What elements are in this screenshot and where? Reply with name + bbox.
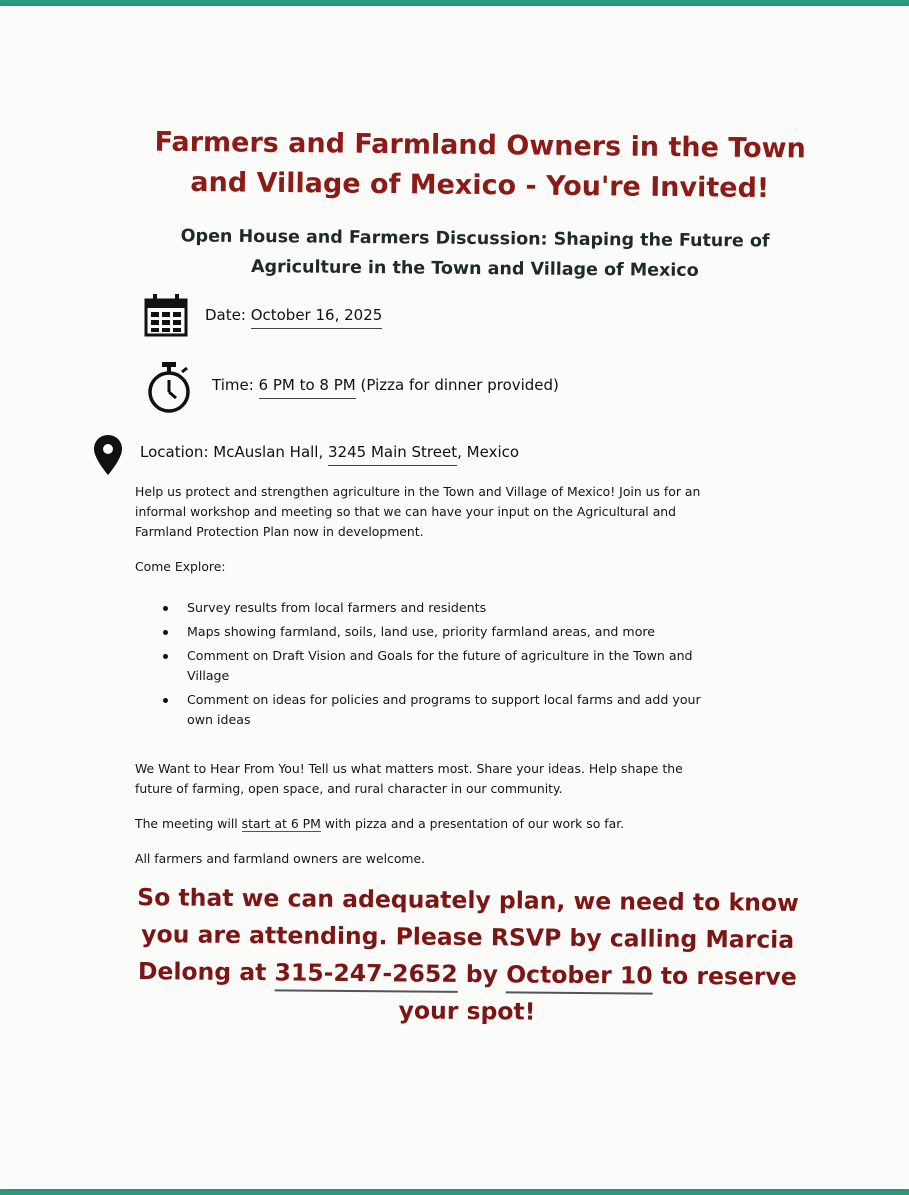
calendar-icon: [143, 292, 189, 338]
stopwatch-icon: [144, 360, 194, 416]
event-time: [212, 376, 559, 394]
rsvp-text: Delong at: [137, 957, 275, 987]
rsvp-callout: [129, 879, 805, 1033]
date-value: October 16, 2025: [251, 306, 383, 329]
time-note: (Pizza for dinner provided): [355, 376, 559, 394]
location-label: Location: McAuslan Hall,: [140, 443, 329, 461]
map-pin-icon: [93, 434, 123, 476]
explore-list: [160, 598, 780, 734]
list-item: [160, 690, 780, 730]
rsvp-line: your spot!: [398, 996, 536, 1026]
flyer-title: [90, 122, 871, 210]
paragraph-line: Farmland Protection Plan now in development.: [135, 524, 424, 539]
flyer-subtitle: [115, 221, 835, 287]
list-item: [160, 646, 780, 686]
rsvp-text: by: [457, 959, 507, 989]
location-suffix: , Mexico: [457, 443, 520, 461]
title-line: Farmers and Farmland Owners in the Town: [154, 126, 806, 165]
rsvp-line: you are attending. Please RSVP by calling Marcia: [141, 920, 795, 954]
meeting-text: The meeting will: [135, 816, 242, 831]
list-item-text: Village: [187, 668, 230, 683]
event-date: [205, 306, 382, 324]
list-item-text: own ideas: [187, 712, 251, 727]
list-item: [160, 598, 780, 618]
list-item-text: Maps showing farmland, soils, land use, priority farmland areas, and more: [187, 624, 656, 639]
time-value: 6 PM to 8 PM: [259, 376, 356, 399]
paragraph-line: informal workshop and meeting so that we can have your input on the Agricultural and: [135, 504, 677, 519]
date-label: Date:: [205, 306, 251, 324]
subtitle-line: Open House and Farmers Discussion: Shaping the Future of: [180, 226, 770, 252]
paragraph-line: We Want to Hear From You! Tell us what matters most. Share your ideas. Help shape the: [135, 761, 683, 776]
rsvp-phone: 315-247-2652: [274, 958, 457, 993]
intro-paragraph: [135, 482, 785, 542]
meeting-text: with pizza and a presentation of our work so far.: [320, 816, 625, 831]
rsvp-text: to reserve: [652, 961, 797, 991]
rsvp-line: [130, 953, 805, 996]
explore-heading: Come Explore:: [135, 559, 226, 574]
rsvp-deadline: October 10: [506, 960, 653, 994]
list-item: [160, 622, 780, 642]
subtitle-line: Agriculture in the Town and Village of Mexico: [250, 257, 699, 281]
welcome-text: All farmers and farmland owners are welcome.: [135, 851, 426, 866]
title-line: and Village of Mexico - You're Invited!: [190, 166, 770, 205]
time-label: Time:: [212, 376, 259, 394]
rsvp-line: So that we can adequately plan, we need to know: [137, 883, 799, 917]
paragraph-line: future of farming, open space, and rural character in our community.: [135, 781, 563, 796]
location-street: 3245 Main Street: [328, 443, 457, 466]
event-location: [140, 443, 519, 461]
list-item-text: Comment on ideas for policies and programs to support local farms and add your: [187, 692, 701, 707]
list-item-text: Survey results from local farmers and residents: [187, 600, 487, 615]
flyer-page: [0, 6, 909, 1189]
paragraph-line: Help us protect and strengthen agriculture in the Town and Village of Mexico! Join us for an: [135, 484, 701, 499]
meeting-paragraph: [135, 814, 785, 834]
list-item-text: Comment on Draft Vision and Goals for the future of agriculture in the Town and: [187, 648, 693, 663]
hear-paragraph: [135, 759, 785, 799]
meeting-start: start at 6 PM: [241, 816, 321, 831]
